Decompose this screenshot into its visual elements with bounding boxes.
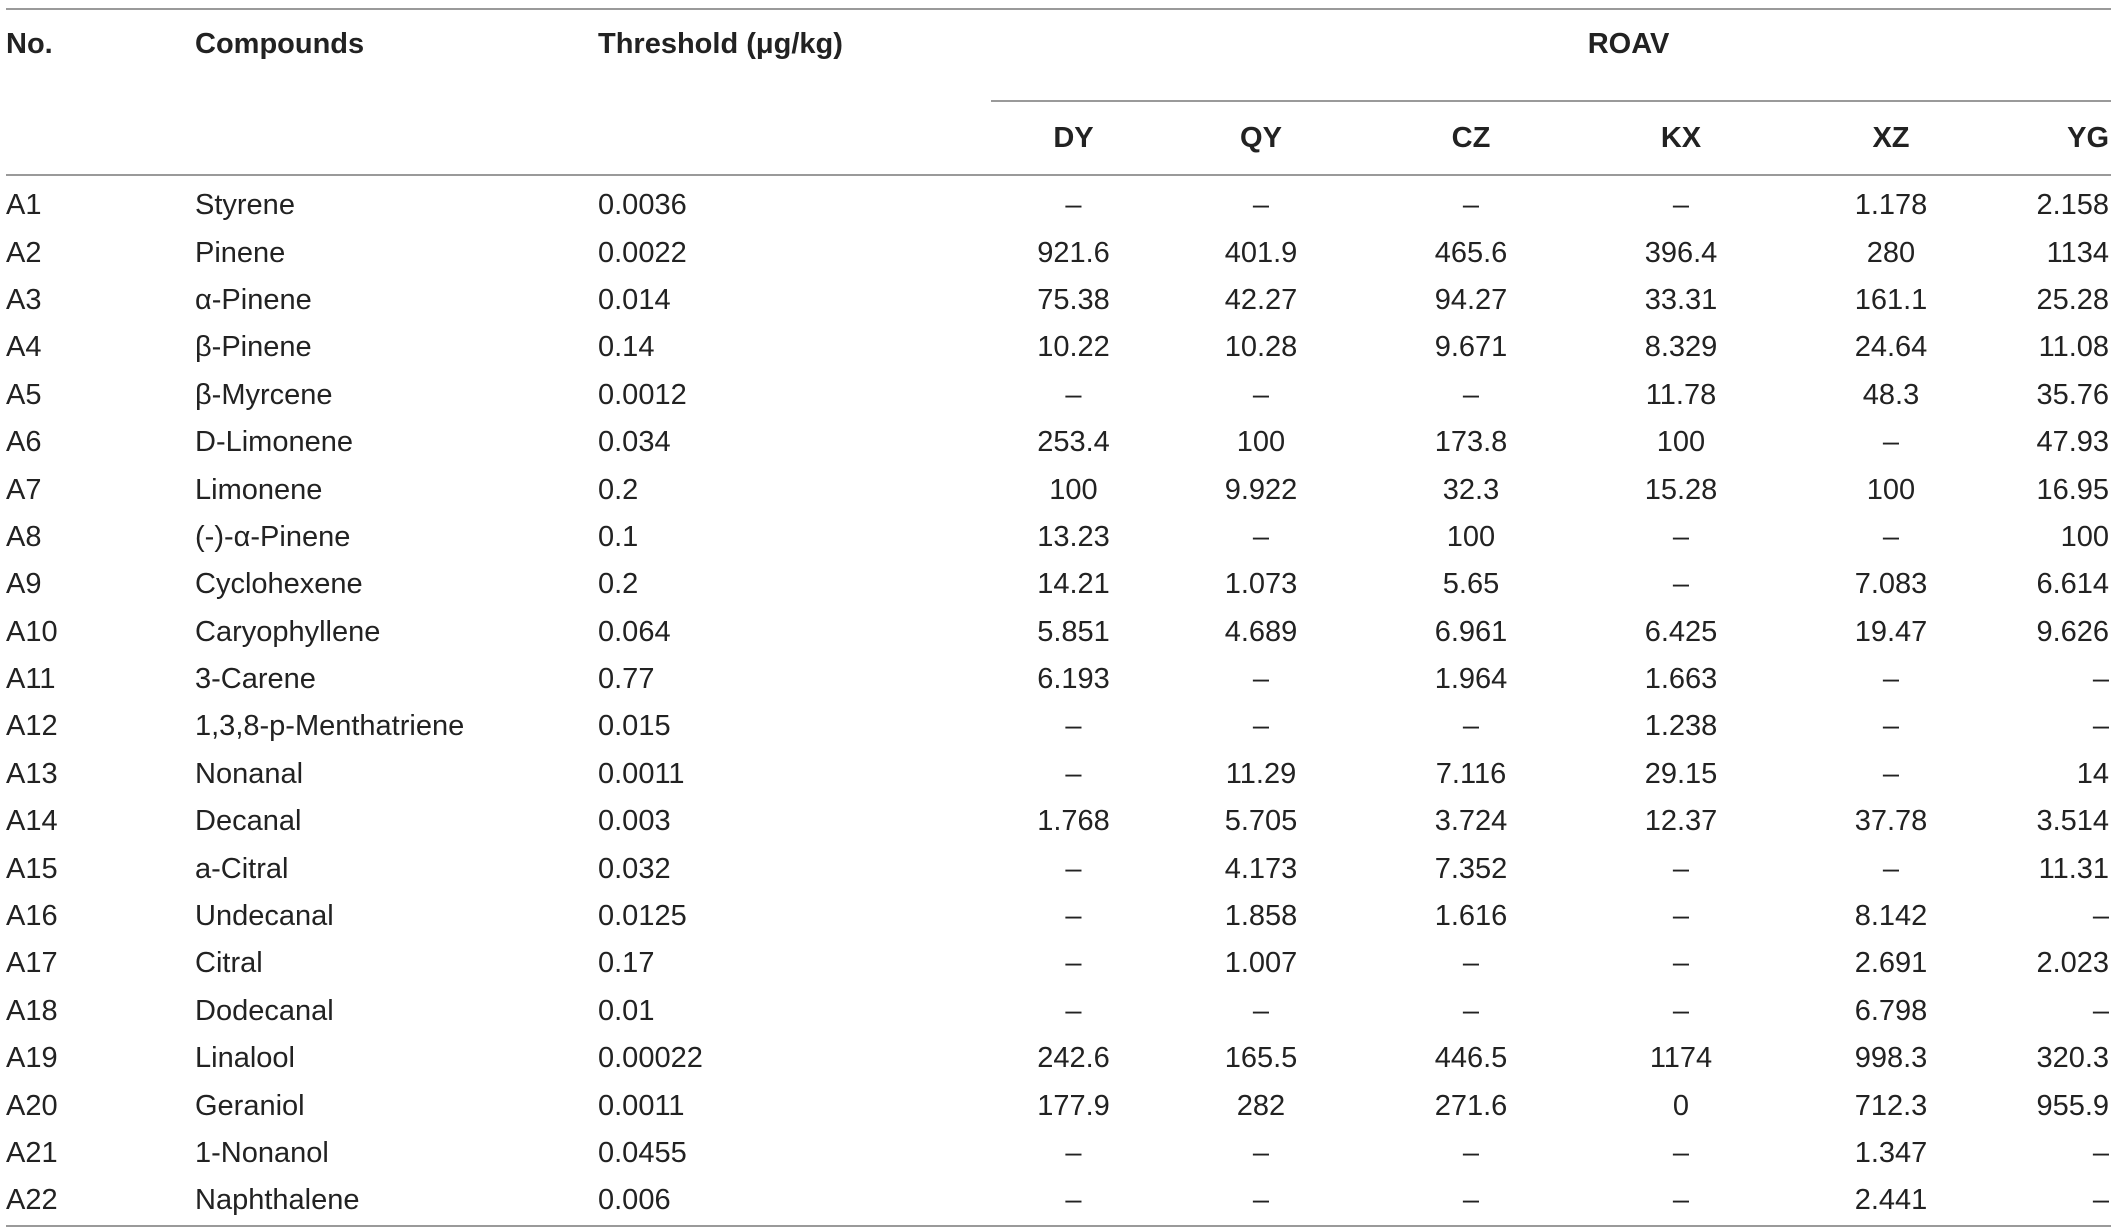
cell-roav-yg: 47.93 [2036, 426, 2110, 459]
cell-roav-qy: 401.9 [1224, 236, 1298, 269]
cell-roav-dy: – [1065, 189, 1082, 222]
cell-roav-cz: 7.352 [1434, 852, 1508, 885]
cell-roav-xz: 8.142 [1854, 900, 1928, 933]
cell-roav-dy: 6.193 [1037, 663, 1110, 696]
cell-roav-cz: 100 [1446, 520, 1496, 553]
cell-roav-qy: 1.858 [1224, 900, 1298, 933]
cell-no: A7 [6, 473, 42, 506]
cell-roav-dy: – [1065, 947, 1082, 980]
cell-roav-qy: – [1252, 1184, 1270, 1217]
table-row [6, 372, 2111, 419]
cell-roav-xz: 48.3 [1862, 378, 1920, 411]
cell-no: A11 [6, 663, 56, 696]
cell-roav-qy: – [1252, 710, 1270, 743]
cell-roav-yg: 100 [2060, 520, 2110, 553]
cell-roav-cz: 465.6 [1434, 236, 1508, 269]
table-row [6, 798, 2111, 845]
cell-roav-xz: 2.441 [1854, 1184, 1928, 1217]
cell-roav-yg: 14 [2076, 757, 2110, 790]
cell-threshold: 0.2 [598, 568, 639, 601]
cell-roav-dy: – [1065, 994, 1082, 1027]
cell-no: A18 [6, 994, 58, 1027]
cell-roav-qy: 11.29 [1225, 757, 1297, 790]
cell-threshold: 0.003 [598, 805, 671, 838]
cell-roav-yg: – [2092, 663, 2110, 696]
cell-roav-qy: – [1252, 189, 1270, 222]
roav-table-container [6, 8, 2111, 1227]
cell-compound: Limonene [195, 473, 323, 506]
table-row [6, 703, 2111, 750]
cell-compound: 1,3,8-p-Menthatriene [195, 710, 465, 743]
header-compounds: Compounds [195, 28, 365, 60]
cell-roav-xz: 2.691 [1854, 947, 1928, 980]
cell-no: A6 [6, 426, 42, 459]
cell-roav-dy: 75.38 [1037, 283, 1110, 316]
cell-roav-dy: – [1065, 757, 1082, 790]
cell-threshold: 0.014 [598, 283, 671, 316]
cell-roav-dy: 242.6 [1037, 1042, 1110, 1075]
table-row [6, 175, 2111, 229]
cell-roav-yg: 2.023 [2036, 947, 2110, 980]
cell-roav-cz: – [1462, 378, 1480, 411]
roav-table [6, 8, 2111, 1227]
cell-threshold: 0.77 [598, 663, 655, 696]
cell-roav-kx: – [1672, 994, 1690, 1027]
cell-no: A4 [6, 331, 42, 364]
cell-roav-dy: – [1065, 852, 1082, 885]
cell-roav-xz: 998.3 [1854, 1042, 1928, 1075]
cell-compound: (-)-α-Pinene [195, 520, 351, 553]
table-row [6, 324, 2111, 371]
cell-roav-dy: 13.23 [1037, 520, 1110, 553]
cell-roav-kx: 100 [1656, 426, 1706, 459]
cell-roav-yg: 955.9 [2036, 1089, 2110, 1122]
cell-roav-xz: 24.64 [1854, 331, 1928, 364]
cell-roav-yg: 9.626 [2036, 615, 2110, 648]
cell-roav-xz: 1.178 [1854, 189, 1928, 222]
cell-roav-xz: – [1882, 426, 1900, 459]
table-row [6, 1177, 2111, 1225]
cell-roav-yg: 35.76 [2036, 378, 2110, 411]
cell-compound: Geraniol [195, 1089, 305, 1122]
cell-roav-qy: 100 [1236, 426, 1286, 459]
cell-roav-qy: 4.173 [1224, 852, 1298, 885]
cell-no: A20 [6, 1089, 58, 1122]
cell-roav-qy: 1.007 [1224, 947, 1298, 980]
cell-compound: β-Myrcene [195, 378, 333, 411]
cell-roav-xz: – [1882, 852, 1900, 885]
cell-roav-dy: 10.22 [1037, 331, 1110, 364]
cell-roav-xz: 161.1 [1854, 283, 1928, 316]
cell-no: A14 [6, 805, 58, 838]
cell-threshold: 0.015 [598, 710, 671, 743]
cell-roav-cz: 5.65 [1442, 568, 1500, 601]
table-row [6, 988, 2111, 1035]
cell-roav-yg: – [2092, 900, 2110, 933]
cell-roav-kx: – [1672, 568, 1690, 601]
cell-roav-dy: – [1065, 1184, 1082, 1217]
cell-roav-qy: 282 [1236, 1089, 1286, 1122]
cell-no: A19 [6, 1042, 58, 1075]
cell-roav-xz: 280 [1866, 236, 1916, 269]
cell-roav-dy: – [1065, 1137, 1082, 1169]
cell-threshold: 0.0125 [598, 900, 687, 933]
cell-threshold: 0.01 [598, 994, 655, 1027]
cell-roav-xz: 712.3 [1854, 1089, 1928, 1122]
cell-roav-kx: – [1672, 520, 1690, 553]
cell-no: A22 [6, 1184, 58, 1217]
cell-roav-cz: – [1462, 947, 1480, 980]
cell-compound: Caryophyllene [195, 615, 381, 648]
cell-compound: Decanal [195, 805, 302, 838]
cell-no: A10 [6, 615, 58, 648]
cell-roav-kx: 11.78 [1645, 378, 1717, 411]
cell-roav-kx: 6.425 [1644, 615, 1718, 648]
table-row [6, 1082, 2111, 1129]
table-row [6, 656, 2111, 703]
cell-roav-qy: – [1252, 994, 1270, 1027]
cell-threshold: 0.14 [598, 331, 655, 364]
cell-roav-qy: 165.5 [1224, 1042, 1298, 1075]
cell-roav-qy: 5.705 [1224, 805, 1298, 838]
table-body [6, 175, 2111, 1226]
cell-roav-qy: 10.28 [1224, 331, 1298, 364]
header-group-cz: CZ [1451, 121, 1491, 154]
cell-roav-kx: 15.28 [1644, 473, 1718, 506]
cell-no: A2 [6, 236, 42, 269]
table-row [6, 229, 2111, 276]
cell-roav-xz: 37.78 [1854, 805, 1928, 838]
cell-no: A21 [6, 1137, 58, 1169]
cell-compound: 1-Nonanol [195, 1137, 329, 1169]
cell-roav-qy: – [1252, 378, 1270, 411]
cell-threshold: 0.034 [598, 426, 671, 459]
cell-compound: Citral [195, 947, 263, 980]
cell-threshold: 0.17 [598, 947, 655, 980]
cell-no: A13 [6, 757, 58, 790]
cell-compound: Cyclohexene [195, 568, 363, 601]
cell-roav-yg: – [2092, 994, 2110, 1027]
cell-no: A12 [6, 710, 58, 743]
cell-compound: D-Limonene [195, 426, 353, 459]
cell-roav-yg: 11.08 [2038, 331, 2110, 364]
cell-roav-qy: – [1252, 520, 1270, 553]
table-row [6, 514, 2111, 561]
cell-roav-yg: 25.28 [2036, 283, 2110, 316]
cell-threshold: 0.2 [598, 473, 639, 506]
cell-roav-cz: 9.671 [1434, 331, 1508, 364]
header-no: No. [6, 28, 53, 60]
cell-roav-xz: 6.798 [1854, 994, 1928, 1027]
cell-roav-yg: 3.514 [2036, 805, 2110, 838]
cell-threshold: 0.1 [598, 520, 639, 553]
cell-no: A17 [6, 947, 58, 980]
cell-compound: 3-Carene [195, 663, 316, 696]
cell-roav-cz: – [1462, 1137, 1480, 1169]
table-row [6, 466, 2111, 513]
cell-roav-kx: 396.4 [1644, 236, 1718, 269]
cell-roav-kx: – [1672, 1184, 1690, 1217]
cell-threshold: 0.006 [598, 1184, 671, 1217]
cell-no: A16 [6, 900, 58, 933]
cell-compound: a-Citral [195, 852, 289, 885]
cell-roav-dy: – [1065, 710, 1082, 743]
cell-no: A3 [6, 283, 42, 316]
table-row [6, 1130, 2111, 1177]
cell-compound: Undecanal [195, 900, 334, 933]
cell-roav-kx: – [1672, 189, 1690, 222]
cell-roav-kx: 8.329 [1644, 331, 1718, 364]
header-group-dy: DY [1053, 121, 1094, 154]
cell-roav-dy: 1.768 [1037, 805, 1110, 838]
cell-roav-kx: 0 [1672, 1089, 1690, 1122]
cell-roav-kx: 1.663 [1644, 663, 1718, 696]
cell-roav-dy: 177.9 [1037, 1089, 1110, 1122]
cell-roav-kx: 33.31 [1644, 283, 1718, 316]
cell-compound: Linalool [195, 1042, 295, 1075]
cell-roav-qy: 42.27 [1224, 283, 1298, 316]
cell-roav-xz: 7.083 [1854, 568, 1928, 601]
cell-roav-cz: – [1462, 710, 1480, 743]
cell-roav-yg: 11.31 [2038, 852, 2110, 885]
cell-threshold: 0.00022 [598, 1042, 703, 1075]
cell-threshold: 0.0036 [598, 189, 687, 222]
cell-roav-cz: 94.27 [1434, 283, 1508, 316]
cell-roav-yg: 320.3 [2036, 1042, 2110, 1075]
cell-roav-xz: – [1882, 520, 1900, 553]
cell-roav-cz: 173.8 [1434, 426, 1508, 459]
cell-roav-yg: – [2092, 1184, 2110, 1217]
cell-compound: β-Pinene [195, 331, 312, 364]
table-header [6, 9, 2111, 175]
cell-compound: Pinene [195, 236, 286, 269]
cell-no: A15 [6, 852, 58, 885]
header-group-kx: KX [1660, 121, 1702, 154]
cell-roav-xz: 1.347 [1854, 1137, 1928, 1169]
cell-threshold: 0.0022 [598, 236, 687, 269]
cell-roav-cz: – [1462, 189, 1480, 222]
cell-threshold: 0.0011 [598, 1089, 685, 1122]
cell-roav-dy: 253.4 [1037, 426, 1110, 459]
cell-roav-kx: – [1672, 900, 1690, 933]
cell-roav-cz: 1.616 [1434, 900, 1508, 933]
cell-roav-qy: 1.073 [1224, 568, 1298, 601]
cell-no: A1 [6, 189, 42, 222]
cell-roav-kx: – [1672, 1137, 1690, 1169]
table-row [6, 561, 2111, 608]
cell-roav-dy: 921.6 [1037, 236, 1110, 269]
cell-roav-kx: – [1672, 852, 1690, 885]
cell-roav-yg: 2.158 [2036, 189, 2110, 222]
cell-roav-kx: – [1672, 947, 1690, 980]
cell-roav-yg: 1134 [2046, 236, 2110, 269]
cell-compound: Naphthalene [195, 1184, 360, 1217]
cell-roav-qy: 9.922 [1224, 473, 1298, 506]
cell-roav-cz: 3.724 [1434, 805, 1508, 838]
table-row [6, 277, 2111, 324]
cell-roav-kx: 12.37 [1644, 805, 1718, 838]
cell-roav-cz: 271.6 [1434, 1089, 1508, 1122]
cell-no: A9 [6, 568, 42, 601]
cell-no: A5 [6, 378, 42, 411]
header-group-xz: XZ [1872, 121, 1910, 154]
cell-roav-yg: 6.614 [2036, 568, 2110, 601]
cell-threshold: 0.064 [598, 615, 671, 648]
cell-roav-qy: 4.689 [1224, 615, 1298, 648]
cell-compound: Styrene [195, 189, 295, 222]
cell-roav-dy: 100 [1049, 473, 1098, 506]
header-roav: ROAV [991, 9, 2111, 101]
cell-roav-xz: – [1882, 710, 1900, 743]
cell-compound: Nonanal [195, 757, 304, 790]
cell-no: A8 [6, 520, 42, 553]
cell-roav-kx: 1.238 [1644, 710, 1718, 743]
cell-roav-kx: 1174 [1649, 1042, 1713, 1075]
table-row [6, 751, 2111, 798]
header-group-yg: YG [2067, 121, 2110, 154]
cell-roav-xz: – [1882, 757, 1900, 790]
cell-roav-xz: – [1882, 663, 1900, 696]
cell-roav-dy: – [1065, 900, 1082, 933]
cell-roav-cz: 1.964 [1434, 663, 1508, 696]
cell-roav-cz: – [1462, 994, 1480, 1027]
cell-compound: Dodecanal [195, 994, 334, 1027]
cell-roav-cz: – [1462, 1184, 1480, 1217]
cell-roav-cz: 32.3 [1442, 473, 1500, 506]
table-row [6, 419, 2111, 466]
header-group-qy: QY [1240, 121, 1282, 154]
table-row [6, 940, 2111, 987]
header-threshold: Threshold (μg/kg) [598, 28, 843, 60]
cell-threshold: 0.0455 [598, 1137, 687, 1169]
table-row [6, 1035, 2111, 1082]
cell-roav-dy: – [1065, 378, 1082, 411]
cell-threshold: 0.032 [598, 852, 671, 885]
table-row [6, 893, 2111, 940]
cell-roav-cz: 6.961 [1434, 615, 1508, 648]
cell-roav-kx: 29.15 [1644, 757, 1718, 790]
cell-threshold: 0.0011 [598, 757, 685, 790]
cell-roav-yg: 16.95 [2036, 473, 2110, 506]
cell-roav-cz: 446.5 [1434, 1042, 1508, 1075]
cell-roav-dy: 5.851 [1037, 615, 1110, 648]
cell-roav-qy: – [1252, 1137, 1270, 1169]
cell-roav-xz: 19.47 [1854, 615, 1928, 648]
cell-roav-xz: 100 [1866, 473, 1916, 506]
cell-roav-dy: 14.21 [1037, 568, 1110, 601]
cell-roav-yg: – [2092, 710, 2110, 743]
cell-roav-qy: – [1252, 663, 1270, 696]
cell-roav-cz: 7.116 [1435, 757, 1507, 790]
cell-threshold: 0.0012 [598, 378, 687, 411]
table-row [6, 845, 2111, 892]
table-row [6, 609, 2111, 656]
cell-compound: α-Pinene [195, 283, 312, 316]
cell-roav-yg: – [2092, 1137, 2110, 1169]
